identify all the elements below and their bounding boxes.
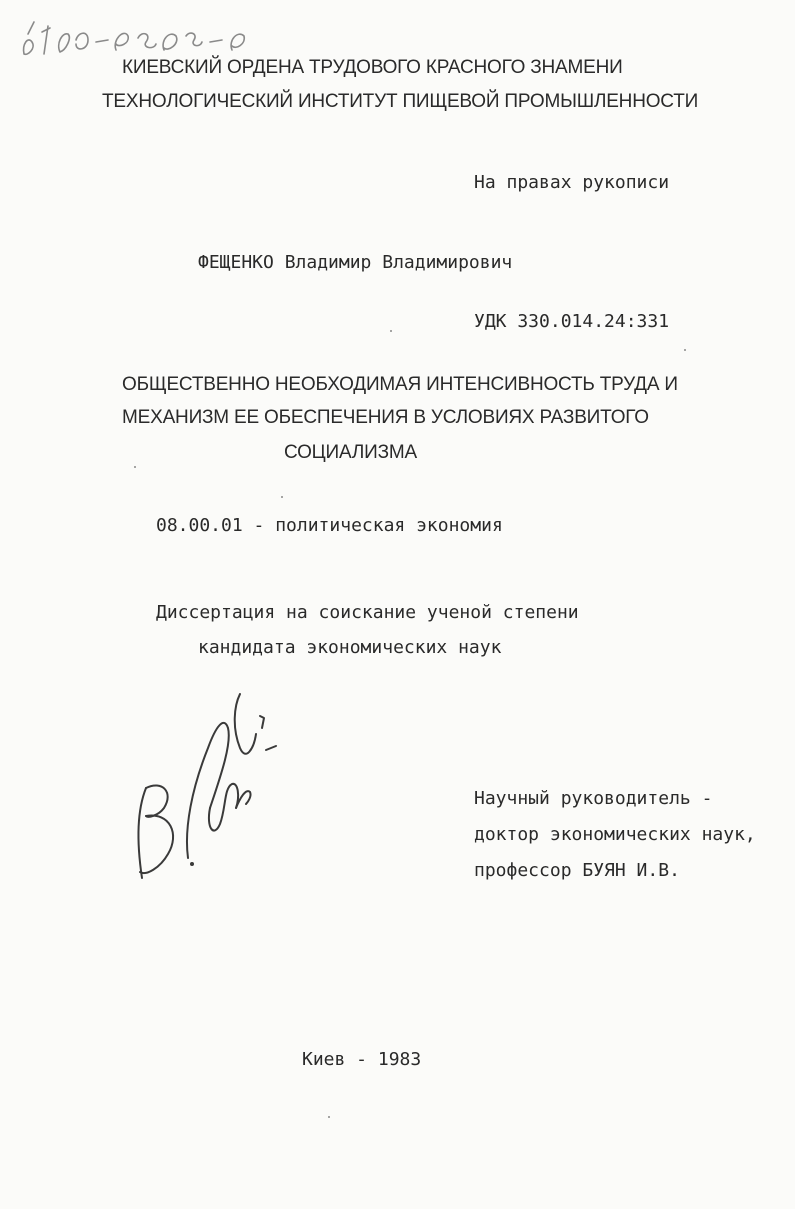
scan-speck — [684, 349, 686, 351]
degree-line-2: кандидата экономических наук — [198, 637, 502, 658]
degree-line-1: Диссертация на соискание ученой степени — [156, 602, 579, 623]
scan-speck — [134, 466, 136, 468]
handwritten-signature — [128, 688, 288, 888]
supervisor-line-1: Научный руководитель - — [474, 788, 713, 809]
scan-speck — [281, 496, 283, 498]
title-line-1: ОБЩЕСТВЕННО НЕОБХОДИМАЯ ИНТЕНСИВНОСТЬ ТРУДА И — [122, 374, 678, 395]
supervisor-line-3: профессор БУЯН И.В. — [474, 860, 680, 881]
udc-code: УДК 330.014.24:331 — [474, 311, 670, 332]
institution-line-2: ТЕХНОЛОГИЧЕСКИЙ ИНСТИТУТ ПИЩЕВОЙ ПРОМЫШЛЕННОСТИ — [102, 91, 699, 112]
title-line-3: СОЦИАЛИЗМА — [284, 442, 417, 463]
institution-line-1: КИЕВСКИЙ ОРДЕНА ТРУДОВОГО КРАСНОГО ЗНАМЕНИ — [122, 57, 623, 78]
place-and-year: Киев - 1983 — [302, 1049, 422, 1070]
specialty: 08.00.01 - политическая экономия — [156, 515, 503, 536]
author-name: ФЕЩЕНКО Владимир Владимирович — [198, 252, 513, 273]
manuscript-rights: На правах рукописи — [474, 172, 670, 193]
scan-speck — [328, 1116, 330, 1118]
supervisor-line-2: доктор экономических наук, — [474, 824, 756, 845]
title-line-2: МЕХАНИЗМ ЕЕ ОБЕСПЕЧЕНИЯ В УСЛОВИЯХ РАЗВИТОГО — [122, 407, 649, 428]
scan-speck — [390, 330, 392, 332]
